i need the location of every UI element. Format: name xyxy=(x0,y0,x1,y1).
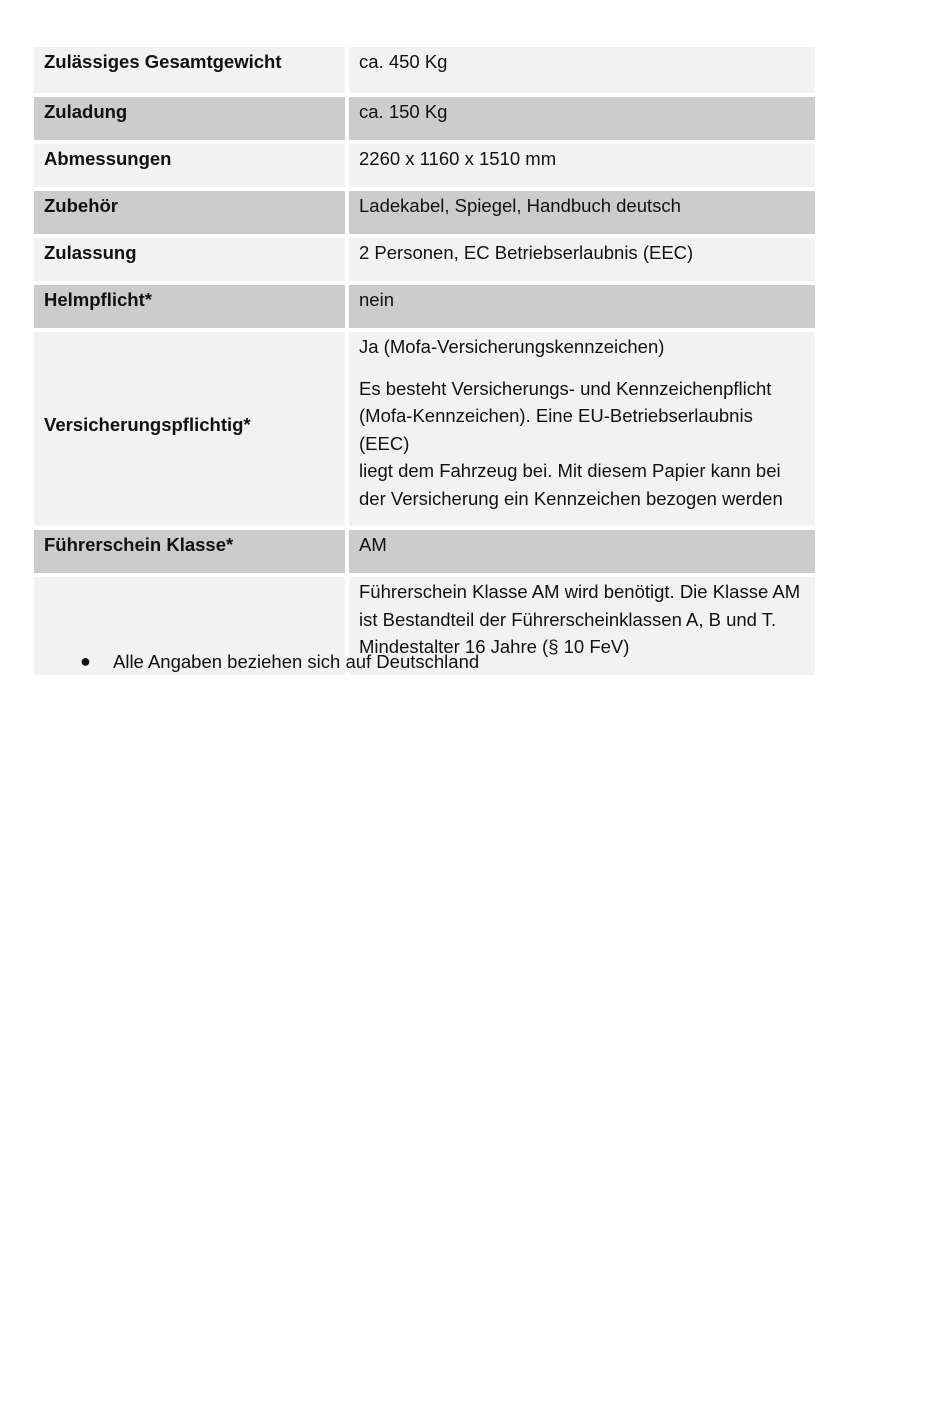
row-label: Führerschein Klasse* xyxy=(34,530,349,577)
table-row xyxy=(34,285,815,332)
row-value: ca. 450 Kg xyxy=(349,47,815,97)
row-label: Zuladung xyxy=(34,97,349,144)
note-line: liegt dem Fahrzeug bei. Mit diesem Papier kann bei xyxy=(359,460,781,481)
row-value: AM xyxy=(349,530,815,577)
footnote-text: Alle Angaben beziehen sich auf Deutschland xyxy=(113,651,480,672)
note-line: der Versicherung ein Kennzeichen bezogen werden xyxy=(359,487,783,509)
note-line: (Mofa-Kennzeichen). Eine EU-Betriebserlaubnis (EEC) xyxy=(359,405,753,454)
row-label: Abmessungen xyxy=(34,144,349,191)
row-value-cell xyxy=(349,332,815,530)
row-note xyxy=(359,375,805,513)
table-row xyxy=(34,97,815,144)
row-value: ca. 150 Kg xyxy=(349,97,815,144)
table-row xyxy=(34,238,815,285)
row-label: Zubehör xyxy=(34,191,349,238)
row-value: 2 Personen, EC Betriebserlaubnis (EEC) xyxy=(349,238,815,285)
footnote xyxy=(80,648,479,676)
bullet-dot-icon: ● xyxy=(80,651,91,671)
table-row xyxy=(34,191,815,238)
row-value: Ja (Mofa-Versicherungskennzeichen) xyxy=(359,336,665,357)
row-value: nein xyxy=(349,285,815,332)
row-value: Ladekabel, Spiegel, Handbuch deutsch xyxy=(349,191,815,238)
table-row xyxy=(34,530,815,577)
row-label: Helmpflicht* xyxy=(34,285,349,332)
note-line: ist Bestandteil der Führerscheinklassen A, B und T. xyxy=(359,608,777,630)
row-label: Zulässiges Gesamtgewicht xyxy=(34,47,349,97)
note-line: Es besteht Versicherungs- und Kennzeichenpflicht xyxy=(359,377,772,399)
table-row xyxy=(34,144,815,191)
row-value: 2260 x 1160 x 1510 mm xyxy=(349,144,815,191)
row-label: Versicherungspflichtig* xyxy=(34,332,349,530)
table-row xyxy=(34,47,815,97)
row-label: Zulassung xyxy=(34,238,349,285)
spec-table xyxy=(34,47,815,675)
table-row xyxy=(34,332,815,530)
note-line: Mindestalter 16 Jahre (§ 10 FeV) xyxy=(359,636,630,657)
note-line: Führerschein Klasse AM wird benötigt. Die Klasse AM xyxy=(359,581,801,602)
